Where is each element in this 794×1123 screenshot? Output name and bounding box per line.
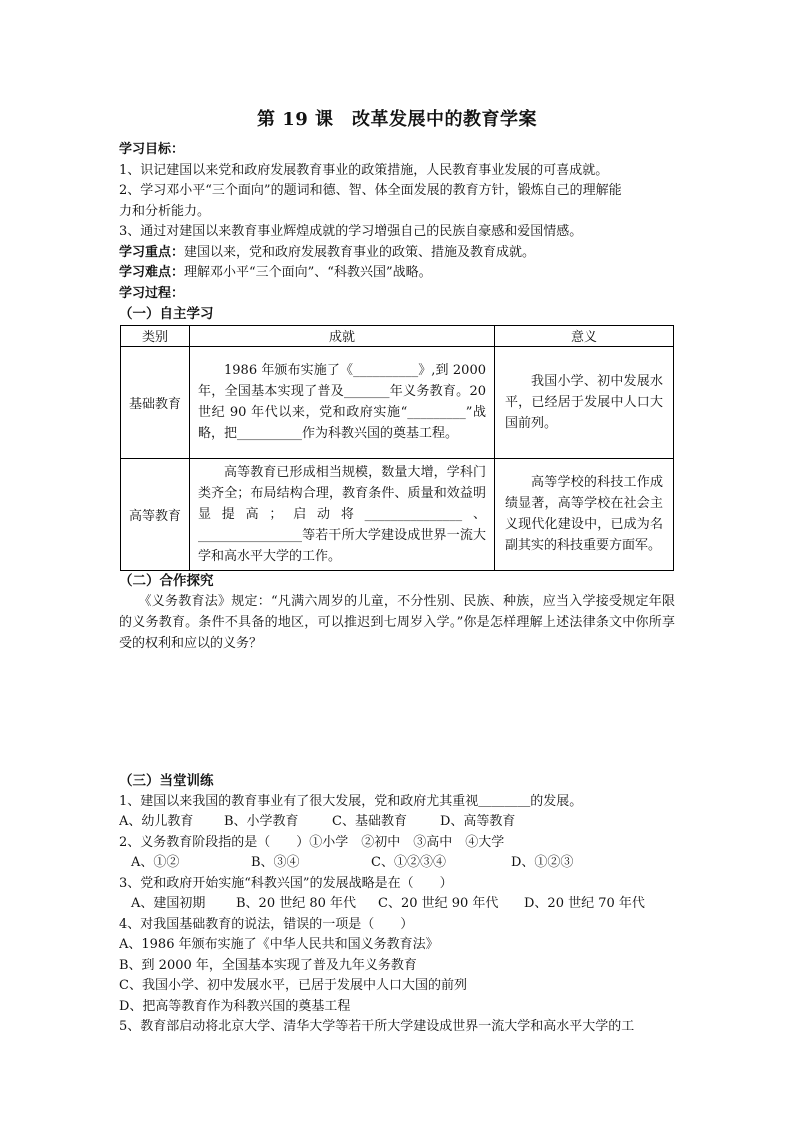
category-cell: 基础教育	[121, 346, 190, 458]
process-heading: 学习过程：	[119, 285, 185, 301]
question-stem: 2、义务教育阶段指的是（ ）①小学 ②初中 ③高中 ④大学	[119, 834, 505, 850]
key-point-text: 建国以来，党和政府发展教育事业的政策、措施及教育成就。	[184, 244, 536, 260]
question-options	[119, 853, 675, 874]
objective-item: 3、通过对建国以来教育事业辉煌成就的学习增强自己的民族自豪感和爱国情感。	[119, 224, 583, 239]
section2-heading: （二）合作探究	[119, 572, 214, 589]
table-header-row	[121, 325, 674, 346]
table-row	[121, 346, 674, 458]
option: B、③④	[251, 855, 300, 870]
section3-heading: （三）当堂训练	[119, 773, 214, 789]
question-options	[119, 894, 675, 915]
question-options	[119, 812, 675, 833]
question-stem: 5、教育部启动将北京大学、清华大学等若干所大学建设成世界一流大学和高水平大学的工	[119, 1019, 635, 1034]
option: B、到 2000 年，全国基本实现了普及九年义务教育	[119, 957, 417, 973]
objective-item: 2、学习邓小平“三个面向”的题词和德、智、体全面发展的教育方针，锻炼自己的理解能	[119, 183, 622, 198]
objective-item: 1、识记建国以来党和政府发展教育事业的政策措施，人民教育事业发展的可喜成就。	[119, 162, 609, 178]
achievement-cell: 1986 年颁布实施了《__________》,到 2000 年，全国基本实现了普及_______年义务教育。20 世纪 90 年代以来，党和政府实施“_________”战略，把__________作为科教兴国的奠基工程。	[190, 346, 495, 458]
option: D、把高等教育作为科教兴国的奠基工程	[119, 998, 351, 1014]
key-point	[119, 243, 675, 264]
answer-space	[119, 654, 675, 771]
option: B、小学教育	[224, 814, 299, 829]
difficulty-text: 理解邓小平“三个面向”、“科教兴国”战略。	[184, 265, 432, 280]
significance-cell: 我国小学、初中发展水平，已经居于发展中人口大国前列。	[495, 346, 674, 458]
difficulty	[119, 263, 675, 284]
section2-text: 《义务教育法》规定：“凡满六周岁的儿童，不分性别、民族、种族，应当入学接受规定年限的义务教育。条件不具备的地区，可以推迟到七周岁入学。”你是怎样理解上述法律条文中你所享受的权利和应以的义务？	[119, 594, 675, 651]
objective-item: 力和分析能力。	[119, 203, 211, 219]
option: A、幼儿教育	[119, 814, 194, 829]
option: B、20 世纪 80 年代	[236, 896, 357, 911]
section1-heading: （一）自主学习	[119, 306, 214, 322]
option: D、①②③	[511, 855, 574, 870]
option: C、20 世纪 90 年代	[378, 896, 499, 911]
question-stem: 4、对我国基础教育的说法，错误的一项是（ ）	[119, 916, 414, 932]
table-row	[121, 458, 674, 570]
objectives-heading: 学习目标：	[119, 142, 185, 157]
option: D、高等教育	[440, 814, 516, 829]
question-stem: 1、建国以来我国的教育事业有了很大发展，党和政府尤其重视＿＿＿＿的发展。	[119, 793, 583, 809]
difficulty-label: 学习难点：	[119, 265, 185, 280]
column-header: 成就	[190, 325, 495, 346]
option: A、建国初期	[131, 896, 206, 911]
content	[119, 140, 675, 1038]
study-table	[120, 325, 674, 571]
page-title: 第 19 课 改革发展中的教育学案	[256, 109, 538, 130]
category-cell: 高等教育	[121, 458, 190, 570]
option: C、我国小学、初中发展水平，已居于发展中人口大国的前列	[119, 978, 467, 993]
option: D、20 世纪 70 年代	[524, 896, 645, 911]
question-stem: 3、党和政府开始实施“科教兴国”的发展战略是在（ ）	[119, 875, 453, 891]
option: A、1986 年颁布实施了《中华人民共和国义务教育法》	[119, 937, 439, 952]
option: A、①②	[131, 855, 180, 870]
option: C、①②③④	[371, 855, 446, 870]
column-header: 意义	[495, 325, 674, 346]
option: C、基础教育	[332, 814, 407, 829]
significance-cell: 高等学校的科技工作成绩显著，高等学校在社会主义现代化建设中，已成为名副其实的科技重要方面军。	[495, 458, 674, 570]
column-header: 类别	[121, 325, 190, 346]
key-point-label: 学习重点：	[119, 244, 185, 260]
achievement-cell: 高等教育已形成相当规模，数量大增，学科门类齐全；布局结构合理，教育条件、质量和效益明显提高；启动将_______________、________________等若干所大学建设成世界一流大学和高水平大学的工作。	[190, 458, 495, 570]
